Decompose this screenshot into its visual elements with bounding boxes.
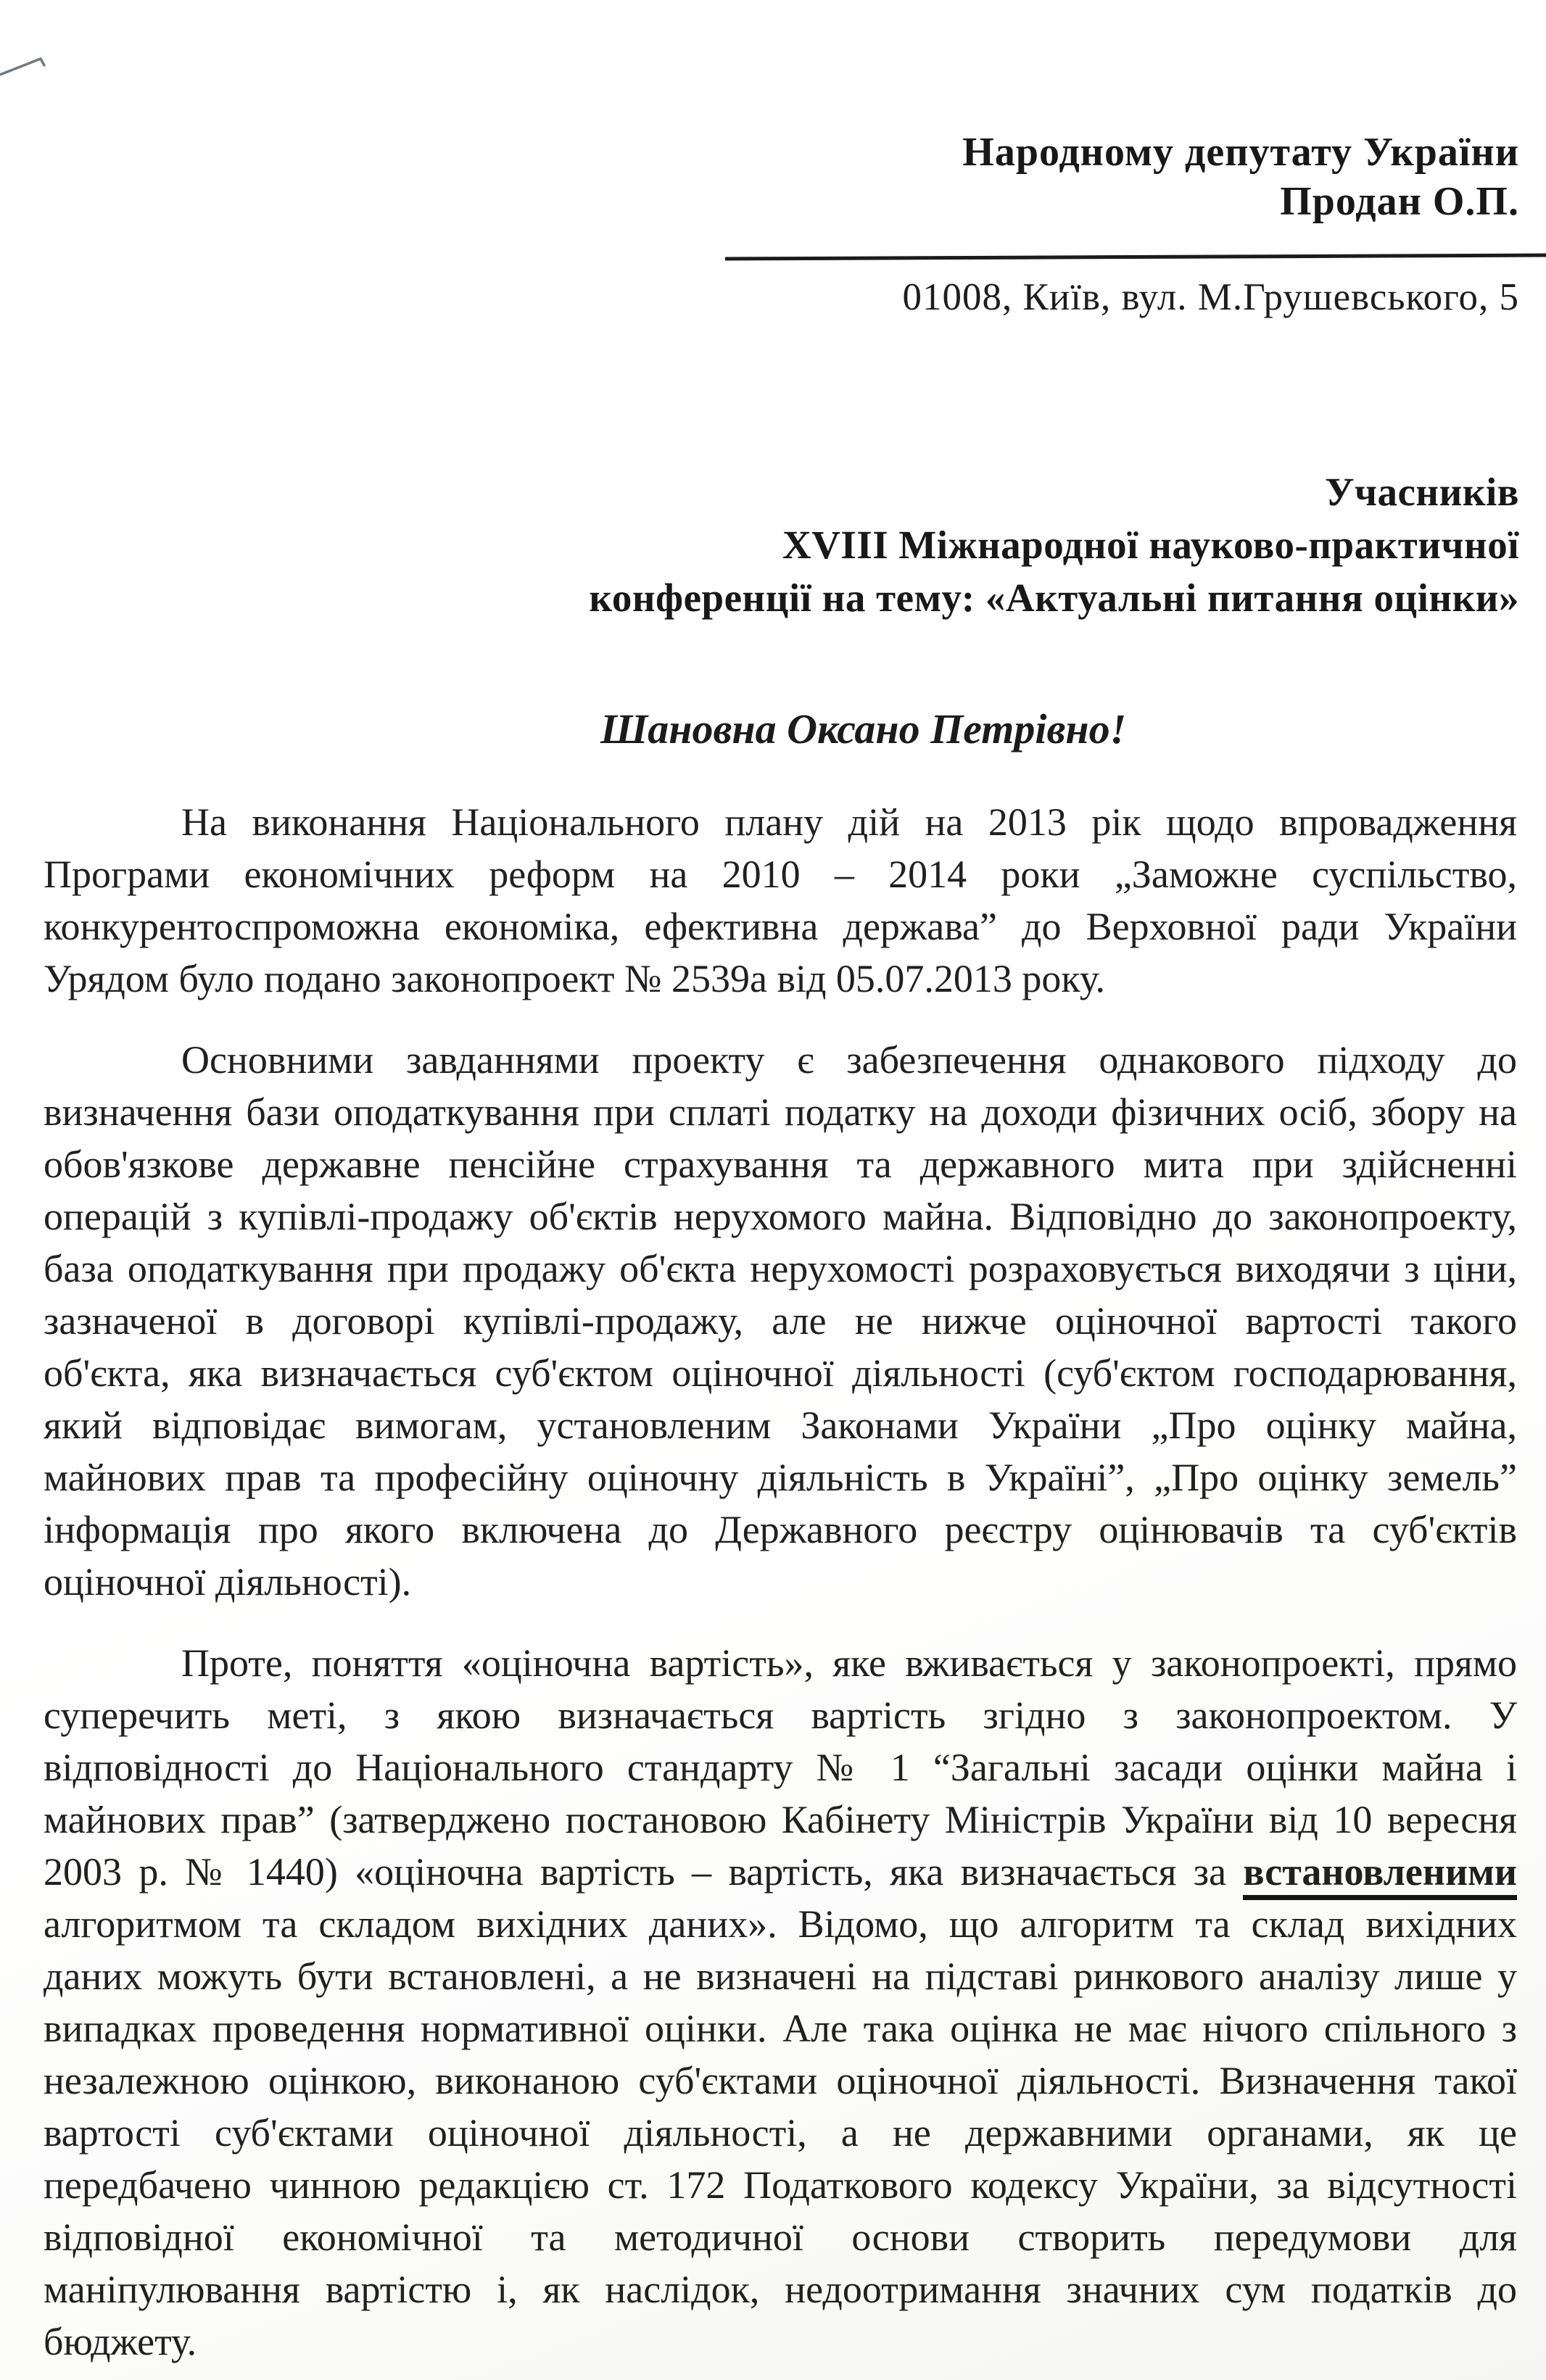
letter-body [44, 796, 1517, 2368]
body-line: алгоритмом та складом вихідних даних». Відомо, що алгоритм та склад вихідних [44, 1902, 1517, 1946]
paragraph-3 [44, 1637, 1517, 2368]
recipient-title: Народному депутату України [962, 130, 1519, 175]
body-line: Проте, поняття «оціночна вартість», яке вживається у законопроекті, прямо [181, 1641, 1517, 1685]
body-line: незалежною оцінкою, виконаною суб'єктами оціночної діяльності. Визначення такої [44, 2059, 1517, 2102]
body-line: який відповідає вимогам, установленим Законами України „Про оцінку майна, [44, 1403, 1517, 1447]
header-divider-line [725, 254, 1546, 261]
body-line-text: 2003 р. № 1440) «оціночна вартість – вартість, яка визначається за [44, 1850, 1244, 1894]
body-line: визначення бази оподаткування при сплаті податку на доходи фізичних осіб, збору на [44, 1090, 1517, 1134]
body-line: обов'язкове державне пенсійне страхування та державного мита при здійсненні [44, 1143, 1517, 1186]
body-line: об'єкта, яка визначається суб'єктом оціночної діяльності (суб'єктом господарювання, [44, 1351, 1517, 1395]
body-line: На виконання Національного плану дій на 2013 рік щодо впровадження [181, 800, 1517, 844]
body-line: суперечить меті, з якою визначається вартість згідно з законопроектом. У [44, 1693, 1517, 1737]
body-line: бюджету. [44, 2320, 197, 2363]
body-line: операцій з купівлі-продажу об'єктів нерухомого майна. Відповідно до законопроекту, [44, 1195, 1517, 1238]
body-line: інформація про якого включена до Державного реєстру оцінювачів та суб'єктів [44, 1508, 1517, 1551]
body-line: майнових прав та професійну оціночну діяльність в Україні”, „Про оцінку земель” [44, 1456, 1517, 1499]
addressee-line: Учасників [1325, 470, 1519, 514]
addressee-line: XVIII Міжнародної науково-практичної [782, 523, 1519, 567]
body-line: даних можуть бути встановлені, а не визначені на підставі ринкового аналізу лише у [44, 1954, 1517, 1998]
salutation: Шановна Оксано Петрівно! [600, 705, 1127, 752]
addressee-block [589, 465, 1519, 624]
paragraph-2 [44, 1034, 1517, 1608]
body-line: зазначеної в договорі купівлі-продажу, але не нижче оціночної вартості такого [44, 1299, 1517, 1343]
pen-stroke-artifact [0, 48, 51, 81]
recipient-block [962, 128, 1519, 226]
recipient-name: Продан О.П. [1280, 179, 1519, 224]
paragraph-1 [44, 796, 1517, 1005]
body-line: оціночної діяльності). [44, 1560, 412, 1604]
body-line: Програми економічних реформ на 2010 – 2014 роки „Заможне суспільство, [44, 853, 1517, 896]
body-line: вартості суб'єктами оціночної діяльності, а не державними органами, як це [44, 2111, 1517, 2155]
recipient-address: 01008, Київ, вул. М.Грушевського, 5 [902, 276, 1519, 318]
body-line: відповідності до Національного стандарту № 1 “Загальні засади оцінки майна і [44, 1746, 1517, 1789]
body-line: Урядом було подано законопроект № 2539а від 05.07.2013 року. [44, 957, 1105, 1000]
body-line: конкурентоспроможна економіка, ефективна держава” до Верховної ради України [44, 905, 1517, 948]
body-line: Основними завданнями проекту є забезпечення однакового підходу до [181, 1038, 1517, 1082]
body-line: база оподаткування при продажу об'єкта нерухомості розраховується виходячи з ціни, [44, 1247, 1517, 1290]
body-line: передбачено чинною редакцією ст. 172 Податкового кодексу України, за відсутності [44, 2163, 1517, 2207]
body-line-with-emphasis [44, 1846, 1517, 1898]
body-line: майнових прав” (затверджено постановою Кабінету Міністрів України від 10 вересня [44, 1798, 1517, 1841]
addressee-line: конференції на тему: «Актуальні питання оцінки» [589, 576, 1519, 620]
body-line: відповідної економічної та методичної основи створить передумови для [44, 2215, 1517, 2259]
body-line: випадках проведення нормативної оцінки. Але така оцінка не має нічого спільного з [44, 2007, 1517, 2050]
emphasized-underlined-word: встановленими [1243, 1850, 1517, 1900]
body-line: маніпулювання вартістю і, як наслідок, недоотримання значних сум податків до [44, 2268, 1517, 2311]
